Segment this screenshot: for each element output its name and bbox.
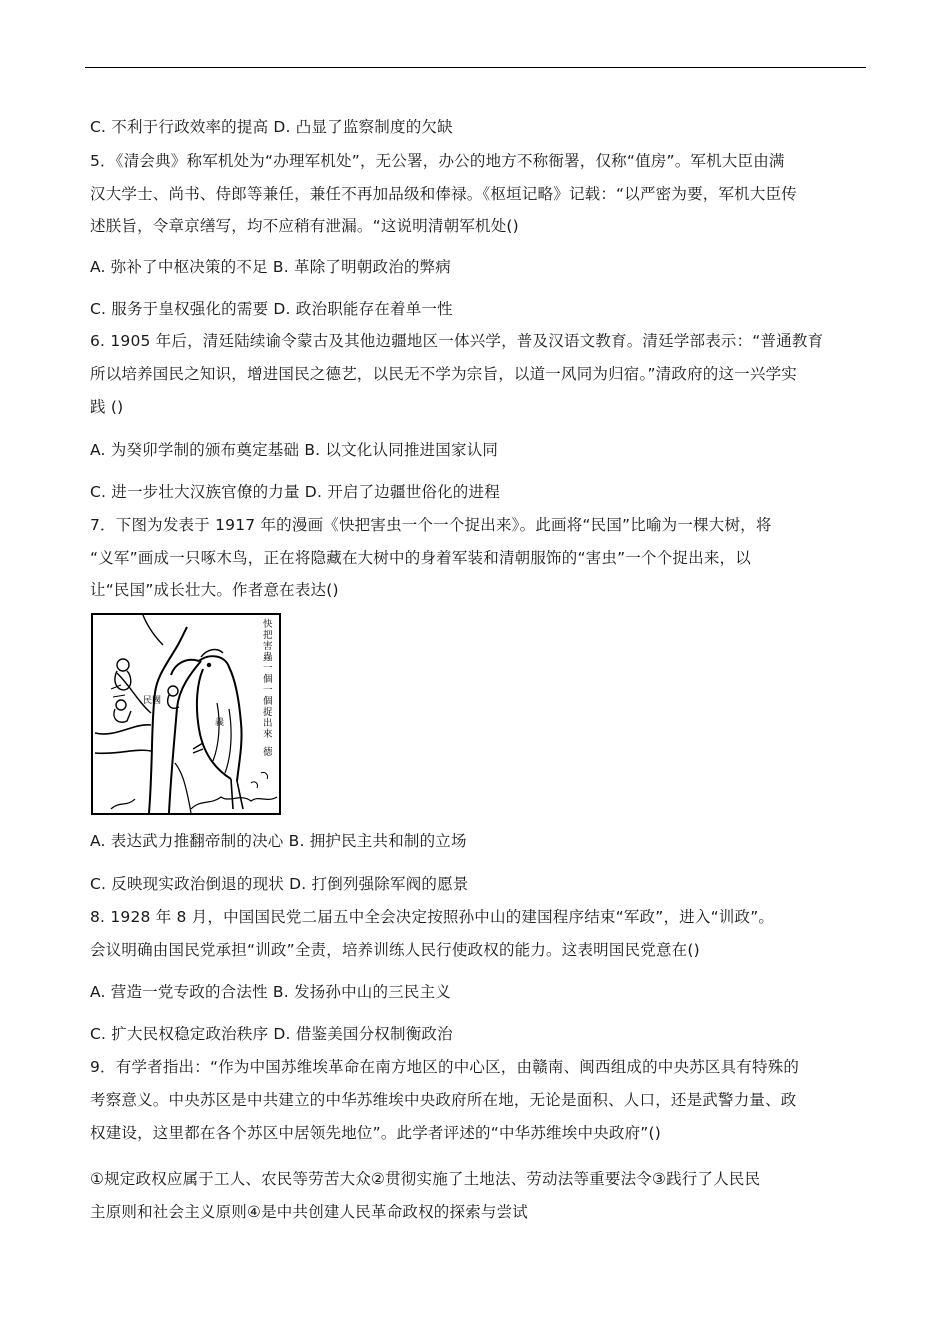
- q8-options-cd: C. 扩大民权稳定政治秩序 D. 借鉴美国分权制衡政治: [90, 1025, 453, 1043]
- q7-options-cd: C. 反映现实政治倒退的现状 D. 打倒列强除军阀的愿景: [90, 875, 469, 893]
- q5-stem-line-3: 述朕旨，令章京缮写，均不应稍有泄漏。“这说明清朝军机处(): [90, 217, 519, 235]
- bird-label: 義: [215, 718, 225, 728]
- q6-stem-line-2: 所以培养国民之知识，增进国民之德艺，以民无不学为宗旨，以道一风同为归宿。”清政府的这一兴学实: [90, 365, 797, 383]
- q4-options-cd: C. 不利于行政效率的提高 D. 凸显了监察制度的欠缺: [90, 118, 453, 136]
- caption-char-3: 害: [263, 641, 273, 652]
- caption-char-5: 一: [263, 663, 273, 674]
- q5-stem-line-2: 汉大学士、尚书、侍郎等兼任，兼任不再加品级和俸禄。《枢垣记略》记载：“以严密为要，军机大臣传: [90, 185, 797, 203]
- caption-char-10: 出: [263, 718, 273, 729]
- q8-stem-line-2: 会议明确由国民党承担“训政”全责，培养训练人民行使政权的能力。这表明国民党意在(): [90, 941, 700, 959]
- q8-options-ab: A. 营造一党专政的合法性 B. 发扬孙中山的三民主义: [90, 983, 452, 1001]
- caption-char-1: 快: [263, 619, 273, 630]
- q5-options-ab: A. 弥补了中枢决策的不足 B. 革除了明朝政治的弊病: [90, 258, 452, 276]
- q6-stem-line-1: 6. 1905 年后，清廷陆续谕令蒙古及其他边疆地区一体兴学，普及汉语文教育。清廷学部表示：“普通教育: [90, 332, 824, 350]
- q6-options-ab: A. 为癸卯学制的颁布奠定基础 B. 以文化认同推进国家认同: [90, 441, 499, 459]
- q6-options-cd: C. 进一步壮大汉族官僚的力量 D. 开启了边疆世俗化的进程: [90, 483, 500, 501]
- q9-stem-line-2: 考察意义。中央苏区是中共建立的中华苏维埃中央政府所在地，无论是面积、人口，还是武警力量、政: [90, 1091, 797, 1109]
- caption-signature: 德: [263, 747, 273, 758]
- caption-char-2: 把: [263, 630, 273, 641]
- header-rule: [85, 67, 866, 68]
- cartoon-frame: [92, 614, 280, 814]
- q9-stem-line-1: 9．有学者指出：“作为中国苏维埃革命在南方地区的中心区，由赣南、闽西组成的中央苏区具有特殊的: [90, 1058, 800, 1076]
- caption-char-11: 來: [263, 729, 273, 740]
- q5-stem-line-1: 5．《清会典》称军机处为“办理军机处”，无公署，办公的地方不称衙署，仅称“值房”。军机大臣由满: [90, 152, 785, 170]
- q5-options-cd: C. 服务于皇权强化的需要 D. 政治职能存在着单一性: [90, 300, 453, 318]
- caption-char-4: 蟲: [263, 652, 273, 663]
- q7-stem-line-1: 7．下图为发表于 1917 年的漫画《快把害虫一个一个捉出来》。此画将“民国”比喻为一棵大树，将: [90, 516, 772, 534]
- q9-statements-line-1: ①规定政权应属于工人、农民等劳苦大众②贯彻实施了土地法、劳动法等重要法令③践行了人民民: [90, 1170, 761, 1188]
- caption-char-9: 捉: [263, 707, 273, 718]
- q9-statements-line-2: 主原则和社会主义原则④是中共创建人民革命政权的探索与尝试: [90, 1203, 528, 1221]
- q8-stem-line-1: 8. 1928 年 8 月，中国国民党二届五中全会决定按照孙中山的建国程序结束“军政”，进入“训政”。: [90, 908, 775, 926]
- caption-char-8: 個: [263, 696, 273, 707]
- caption-char-6: 個: [263, 674, 273, 685]
- cartoon-caption: [263, 618, 273, 758]
- q7-options-ab: A. 表达武力推翻帝制的决心 B. 拥护民主共和制的立场: [90, 832, 467, 850]
- q9-stem-line-3: 权建设，这里都在各个苏区中居领先地位”。此学者评述的“中华苏维埃中央政府”(): [90, 1124, 661, 1142]
- cartoon-image: [91, 613, 281, 815]
- tree-label: 民國: [143, 696, 162, 706]
- q7-stem-line-3: 让“民国”成长壮大。作者意在表达(): [90, 581, 339, 599]
- q6-stem-line-3: 践 (): [90, 398, 124, 416]
- caption-char-7: 一: [263, 685, 273, 696]
- q7-stem-line-2: “义军”画成一只啄木鸟，正在将隐藏在大树中的身着军装和清朝服饰的“害虫”一个个捉出来，以: [90, 549, 751, 567]
